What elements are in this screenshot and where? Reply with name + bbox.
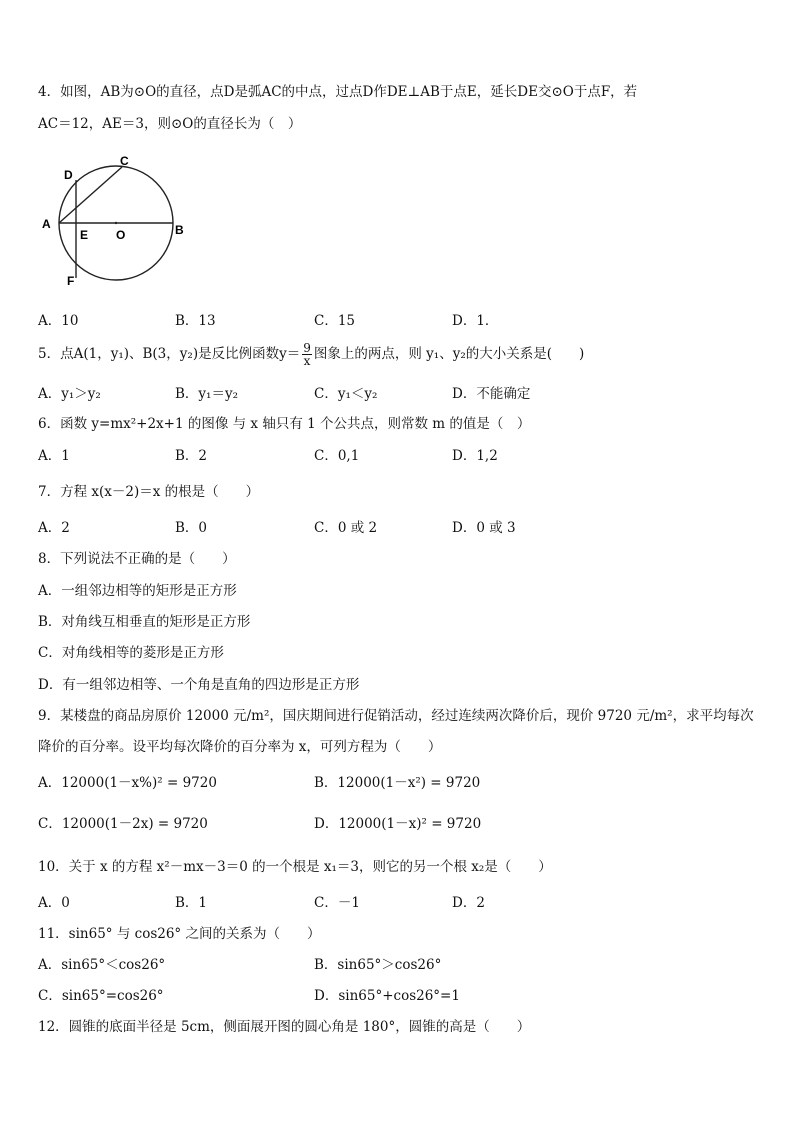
- label-o: O: [116, 228, 126, 242]
- q8-stem: 8．下列说法不正确的是（ ）: [38, 551, 236, 567]
- q5-frac-den: x: [303, 354, 311, 368]
- q9-stem-line2: 降价的百分率。设平均每次降价的百分率为 x，可列方程为（ ）: [38, 739, 442, 755]
- q11-option-b[interactable]: B．sin65°＞cos26°: [314, 957, 442, 973]
- q12-stem: 12．圆锥的底面半径是 5cm，侧面展开图的圆心角是 180°，圆锥的高是（ ）: [38, 1019, 531, 1035]
- q5-option-c[interactable]: C．y₁＜y₂: [314, 386, 378, 402]
- q9-option-a[interactable]: A．12000(1－x%)² = 9720: [38, 775, 217, 791]
- q10-option-c[interactable]: C．－1: [314, 895, 360, 911]
- q11-option-c[interactable]: C．sin65°=cos26°: [38, 988, 164, 1004]
- q5-stem-before: 5．点A(1，y₁)、B(3，y₂)是反比例函数y＝: [38, 346, 301, 362]
- q5-stem: [38, 342, 584, 367]
- label-b: B: [175, 223, 184, 237]
- q7-stem: 7．方程 x(x－2)＝x 的根是（ ）: [38, 484, 260, 500]
- q7-option-b[interactable]: B．0: [175, 520, 208, 536]
- q6-option-a[interactable]: A．1: [38, 448, 70, 464]
- q5-option-b[interactable]: B．y₁＝y₂: [175, 386, 238, 402]
- q9-option-c[interactable]: C．12000(1－2x) = 9720: [38, 816, 208, 832]
- q5-option-a[interactable]: A．y₁＞y₂: [38, 386, 101, 402]
- q7-option-d[interactable]: D．0 或 3: [452, 520, 516, 536]
- q5-stem-after: 图象上的两点，则 y₁、y₂的大小关系是( ): [313, 346, 585, 362]
- label-c: C: [120, 154, 129, 168]
- q8-option-a[interactable]: A．一组邻边相等的矩形是正方形: [38, 583, 237, 599]
- q9-stem-line1: 9．某楼盘的商品房原价 12000 元/m²，国庆期间进行促销活动，经过连续两次降价后，现价 9720 元/m²，求平均每次: [38, 708, 754, 724]
- center-dot: [115, 222, 117, 224]
- q11-option-d[interactable]: D．sin65°+cos26°=1: [314, 988, 460, 1004]
- q5-fraction: [302, 342, 312, 367]
- q6-option-c[interactable]: C．0,1: [314, 448, 360, 464]
- q8-option-b[interactable]: B．对角线互相垂直的矩形是正方形: [38, 614, 251, 630]
- label-a: A: [42, 217, 51, 231]
- q5-frac-num: 9: [303, 341, 311, 355]
- q4-stem-line1: 4．如图，AB为⊙O的直径，点D是弧AC的中点，过点D作DE⊥AB于点E，延长DE交⊙O于点F，若: [38, 84, 638, 100]
- label-d: D: [64, 168, 73, 182]
- label-e: E: [80, 228, 89, 242]
- q9-option-d[interactable]: D．12000(1－x)² = 9720: [314, 816, 482, 832]
- q7-option-c[interactable]: C．0 或 2: [314, 520, 378, 536]
- q4-option-c[interactable]: C．15: [314, 313, 356, 329]
- q11-stem: 11．sin65° 与 cos26° 之间的关系为（ ）: [38, 926, 321, 942]
- q9-option-b[interactable]: B．12000(1－x²) = 9720: [314, 775, 481, 791]
- q7-option-a[interactable]: A．2: [38, 520, 70, 536]
- q10-stem: 10．关于 x 的方程 x²－mx－3＝0 的一个根是 x₁＝3，则它的另一个根 x₂是（ ）: [38, 859, 552, 875]
- q10-option-a[interactable]: A．0: [38, 895, 70, 911]
- q11-option-a[interactable]: A．sin65°＜cos26°: [38, 957, 166, 973]
- q6-option-b[interactable]: B．2: [175, 448, 208, 464]
- label-f: F: [67, 274, 75, 288]
- q5-option-d[interactable]: D．不能确定: [452, 386, 531, 402]
- q8-option-d[interactable]: D．有一组邻边相等、一个角是直角的四边形是正方形: [38, 677, 360, 693]
- q6-stem: 6．函数 y=mx²+2x+1 的图像 与 x 轴只有 1 个公共点，则常数 m 的值是（ ）: [38, 416, 531, 432]
- q4-stem-line2: AC＝12，AE＝3，则⊙O的直径长为（ ）: [38, 116, 302, 132]
- q4-option-a[interactable]: A．10: [38, 313, 79, 329]
- q4-option-d[interactable]: D．1．: [452, 313, 499, 329]
- q10-option-d[interactable]: D．2: [452, 895, 485, 911]
- q10-option-b[interactable]: B．1: [175, 895, 208, 911]
- q8-option-c[interactable]: C．对角线相等的菱形是正方形: [38, 645, 224, 661]
- circle-geometry-figure: [38, 150, 198, 290]
- q4-option-b[interactable]: B．13: [175, 313, 216, 329]
- q6-option-d[interactable]: D．1,2: [452, 448, 498, 464]
